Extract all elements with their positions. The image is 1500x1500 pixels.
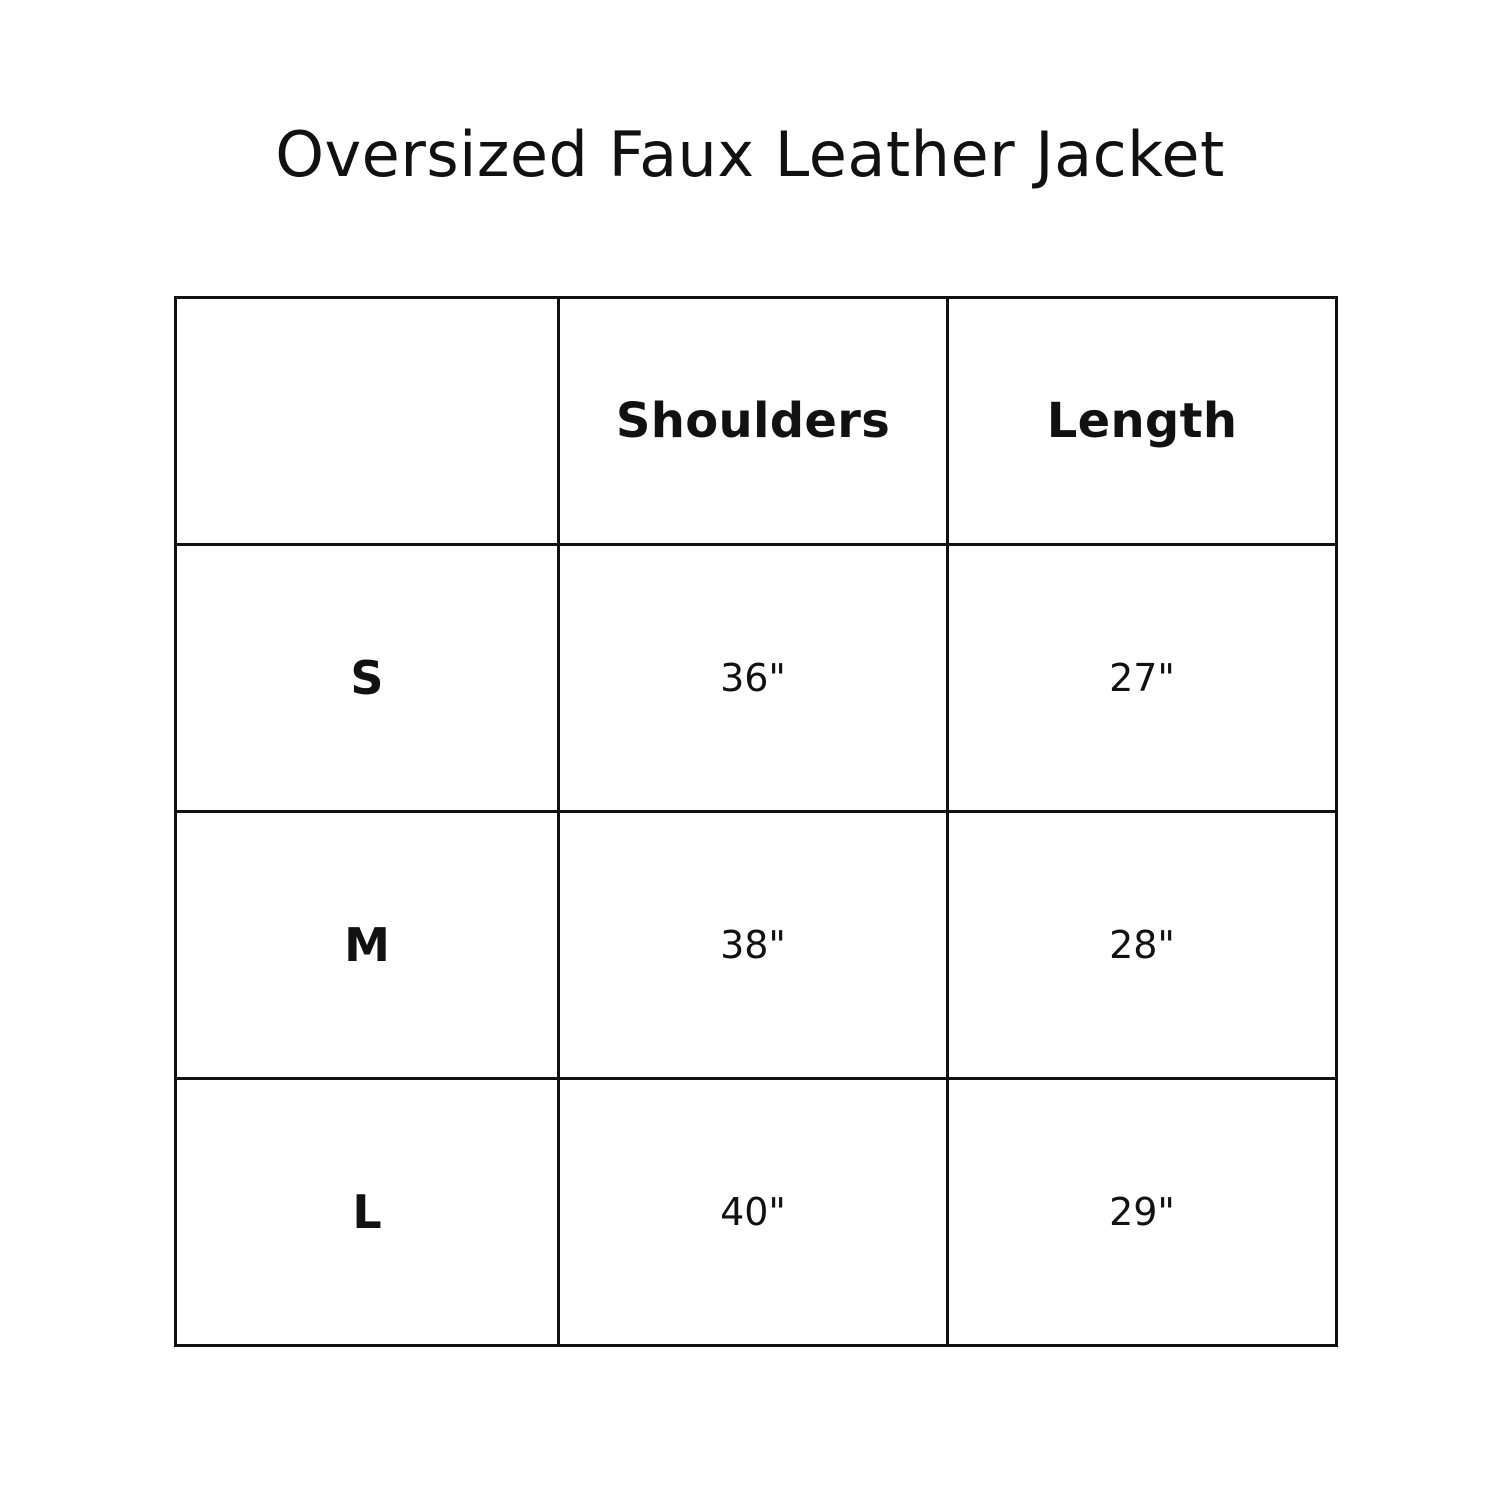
size-chart-table xyxy=(174,296,1338,1347)
row-size-label-s: S xyxy=(176,545,559,812)
row-size-label-m: M xyxy=(176,812,559,1079)
column-header-shoulders: Shoulders xyxy=(559,298,948,545)
table-corner-cell xyxy=(176,298,559,545)
cell-length-m: 28" xyxy=(948,812,1337,1079)
table-header-row xyxy=(176,298,1337,545)
table-row xyxy=(176,812,1337,1079)
column-header-length: Length xyxy=(948,298,1337,545)
cell-shoulders-m: 38" xyxy=(559,812,948,1079)
cell-length-s: 27" xyxy=(948,545,1337,812)
table-row xyxy=(176,545,1337,812)
cell-length-l: 29" xyxy=(948,1079,1337,1346)
table-row xyxy=(176,1079,1337,1346)
cell-shoulders-s: 36" xyxy=(559,545,948,812)
page-title: Oversized Faux Leather Jacket xyxy=(275,118,1225,191)
cell-shoulders-l: 40" xyxy=(559,1079,948,1346)
row-size-label-l: L xyxy=(176,1079,559,1346)
